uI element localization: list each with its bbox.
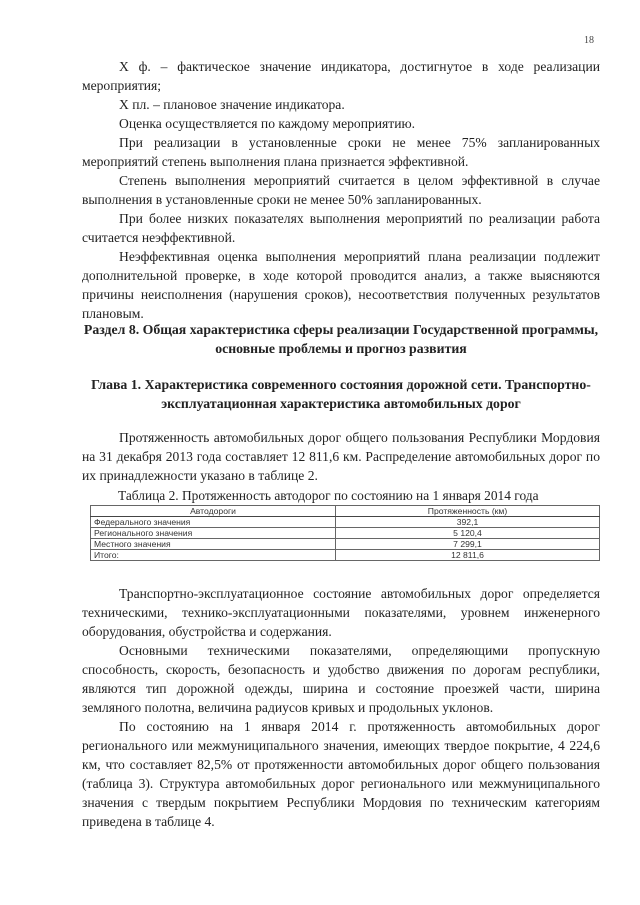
column-header: Автодороги xyxy=(91,506,336,517)
table-row xyxy=(91,517,600,528)
table-row xyxy=(91,528,600,539)
intro-text-block xyxy=(82,428,600,485)
table-caption: Таблица 2. Протяженность автодорог по состоянию на 1 января 2014 года xyxy=(118,488,539,503)
paragraph: Степень выполнения мероприятий считается в целом эффективной в случае выполнения в установленные сроки не менее 50% запланированных. xyxy=(82,173,600,207)
table-cell: Местного значения xyxy=(91,539,336,550)
table-header-row xyxy=(91,506,600,517)
table-cell: 7 299,1 xyxy=(336,539,600,550)
table-row xyxy=(91,550,600,561)
paragraph: При более низких показателях выполнения мероприятий по реализации работа считается неэффективной. xyxy=(82,211,600,245)
paragraph: Протяженность автомобильных дорог общего пользования Республики Мордовия на 31 декабря 2013 года составляет 12 811,6 км. Распределение автомобильных дорог по их принадлежности указано в таблице 2. xyxy=(82,430,600,483)
paragraph: Х пл. – плановое значение индикатора. xyxy=(119,97,345,112)
table-cell: Федерального значения xyxy=(91,517,336,528)
column-header: Протяженность (км) xyxy=(336,506,600,517)
page-number: 18 xyxy=(584,35,594,46)
table-row xyxy=(91,539,600,550)
paragraph: Транспортно-эксплуатационное состояние автомобильных дорог определяется техническими, технико-эксплуатационными показателями, уровнем инженерного оборудования, обустройства и содержания. xyxy=(82,586,600,639)
chapter-heading: Глава 1. Характеристика современного состояния дорожной сети. Транспортно-эксплуатационная характеристика автомобильных дорог xyxy=(91,377,591,411)
road-length-table xyxy=(90,505,600,561)
paragraph: Оценка осуществляется по каждому мероприятию. xyxy=(119,116,416,131)
paragraph: Основными техническими показателями, определяющими пропускную способность, скорость, безопасность и удобство движения по дорогам республики, являются тип дорожной одежды, ширина и состояние проезжей части, ширина земляного полотна, величина радиусов кривых и продольных уклонов. xyxy=(82,643,600,715)
table-cell: Регионального значения xyxy=(91,528,336,539)
table-cell: 392,1 xyxy=(336,517,600,528)
table-cell: 12 811,6 xyxy=(336,550,600,561)
paragraph: Неэффективная оценка выполнения мероприятий плана реализации подлежит дополнительной проверке, в ходе которой проводится анализ, а также выясняются причины неисполнения (нарушения сроков), несоответствия полученных результатов плановым. xyxy=(82,249,600,321)
paragraph: При реализации в установленные сроки не менее 75% запланированных мероприятий степень выполнения плана признается эффективной. xyxy=(82,135,600,169)
top-text-block xyxy=(82,57,600,323)
table-cell: Итого: xyxy=(91,550,336,561)
paragraph: По состоянию на 1 января 2014 г. протяженность автомобильных дорог регионального или межмуниципального значения, имеющих твердое покрытие, 4 224,6 км, что составляет 82,5% от протяженности автомобильных дорог общего пользования (таблица 3). Структура автомобильных дорог регионального или межмуниципального значения с твердым покрытием Республики Мордовия по техническим категориям приведена в таблице 4. xyxy=(82,719,600,829)
bottom-text-block xyxy=(82,584,600,831)
section-heading: Раздел 8. Общая характеристика сферы реализации Государственной программы, основные проблемы и прогноз развития xyxy=(83,322,599,356)
paragraph: Х ф. – фактическое значение индикатора, достигнутое в ходе реализации мероприятия; xyxy=(82,59,600,93)
table-cell: 5 120,4 xyxy=(336,528,600,539)
